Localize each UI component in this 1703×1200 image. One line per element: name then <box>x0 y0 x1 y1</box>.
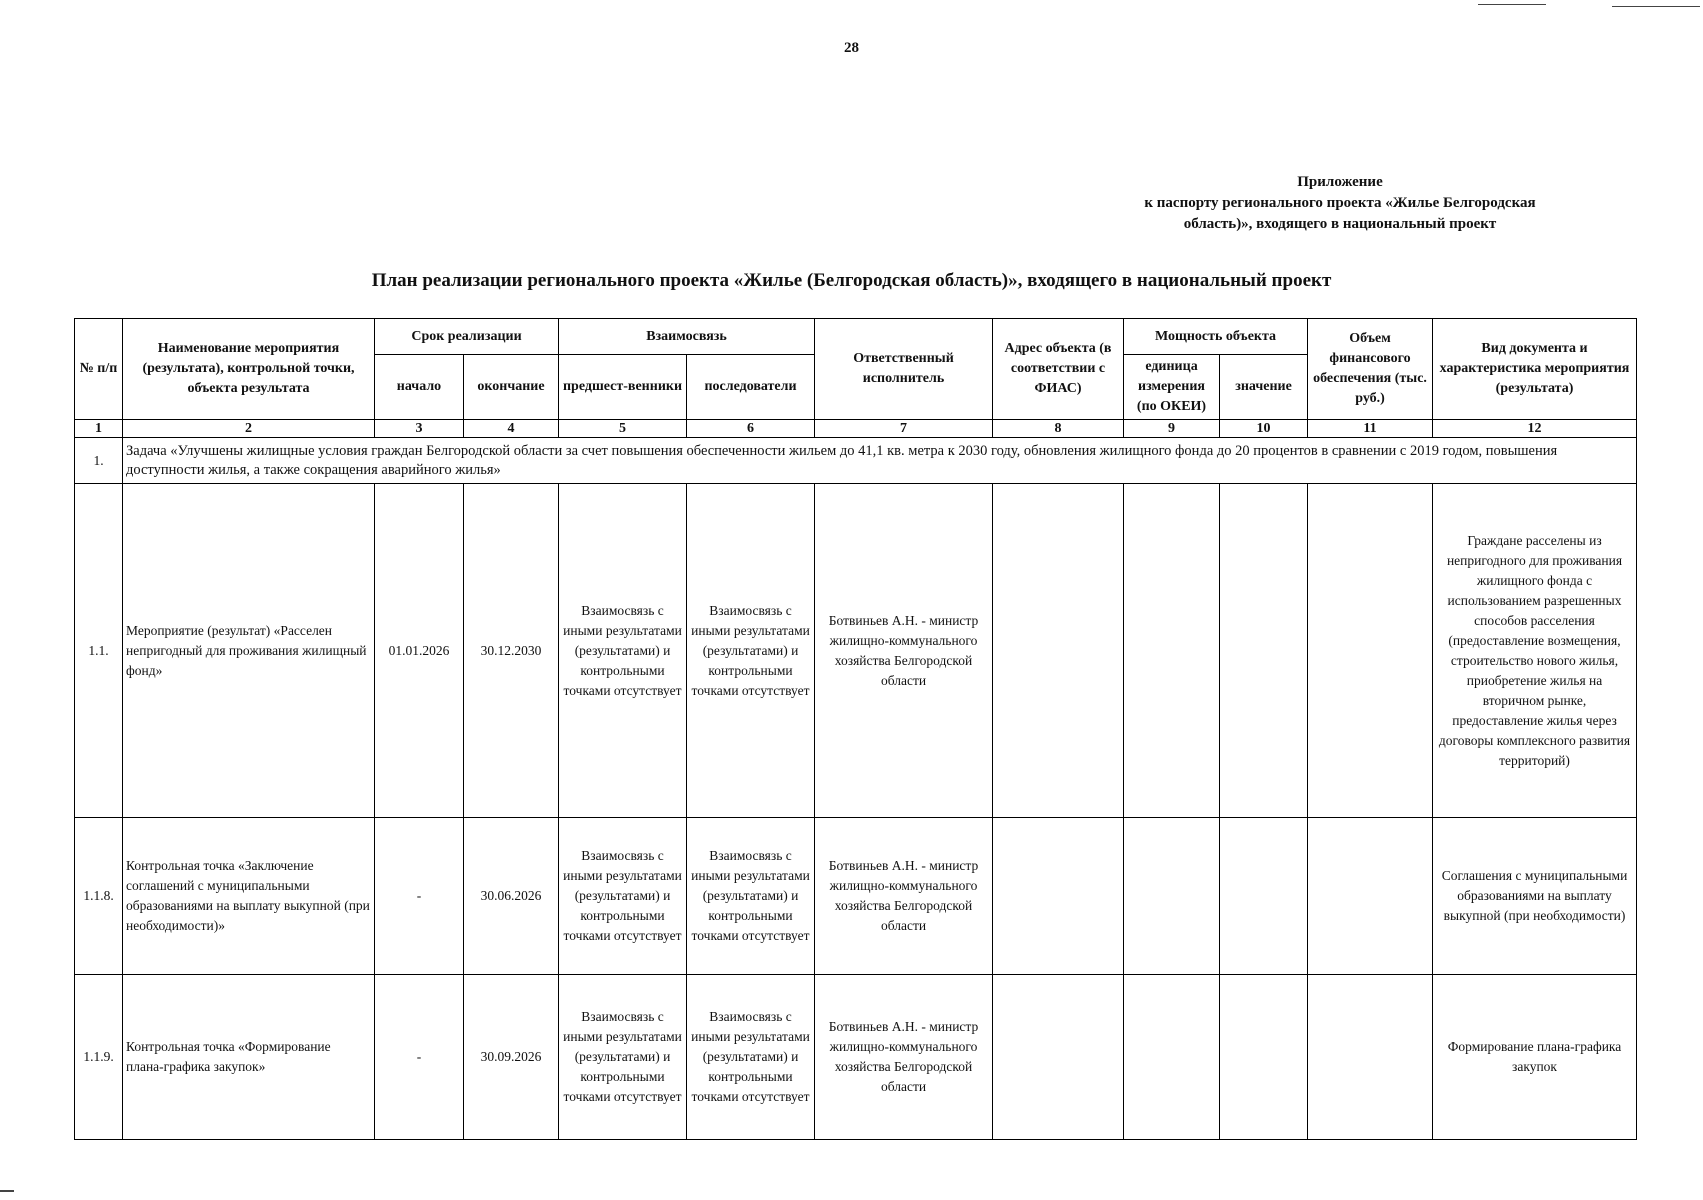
column-number: 1 <box>75 420 123 438</box>
header-num: № п/п <box>75 319 123 420</box>
implementation-plan-table <box>74 318 1637 1140</box>
header-end: окончание <box>464 355 559 420</box>
column-number: 7 <box>815 420 993 438</box>
row-number: 1.1.9. <box>75 975 123 1140</box>
row-value <box>1220 975 1308 1140</box>
row-responsible: Ботвиньев А.Н. - министр жилищно-коммунального хозяйства Белгородской области <box>815 818 993 975</box>
row-unit <box>1124 484 1220 818</box>
row-start: - <box>375 975 464 1140</box>
row-end: 30.09.2026 <box>464 975 559 1140</box>
column-number-row <box>75 420 1637 438</box>
header-predecessors: предшест-венники <box>559 355 687 420</box>
row-name: Мероприятие (результат) «Расселен непригодный для проживания жилищный фонд» <box>123 484 375 818</box>
header-name: Наименование мероприятия (результата), контрольной точки, объекта результата <box>123 319 375 420</box>
header-unit: единица измерения (по ОКЕИ) <box>1124 355 1220 420</box>
scan-artifact-line <box>1478 4 1546 5</box>
row-address <box>993 818 1124 975</box>
row-start: 01.01.2026 <box>375 484 464 818</box>
row-number: 1.1. <box>75 484 123 818</box>
column-number: 12 <box>1433 420 1637 438</box>
column-number: 11 <box>1308 420 1433 438</box>
column-number: 10 <box>1220 420 1308 438</box>
row-name: Контрольная точка «Формирование плана-графика закупок» <box>123 975 375 1140</box>
column-number: 4 <box>464 420 559 438</box>
row-finance <box>1308 818 1433 975</box>
table-row <box>75 484 1637 818</box>
row-predecessors: Взаимосвязь с иными результатами (результатами) и контрольными точками отсутствует <box>559 484 687 818</box>
column-number: 6 <box>687 420 815 438</box>
row-start: - <box>375 818 464 975</box>
scan-artifact-line <box>0 1190 14 1192</box>
header-row-1 <box>75 319 1637 355</box>
row-finance <box>1308 484 1433 818</box>
row-responsible: Ботвиньев А.Н. - министр жилищно-коммунального хозяйства Белгородской области <box>815 484 993 818</box>
row-value <box>1220 818 1308 975</box>
header-start: начало <box>375 355 464 420</box>
plan-title: План реализации регионального проекта «Жилье (Белгородская область)», входящего в национальный проект <box>371 270 1332 291</box>
column-number: 3 <box>375 420 464 438</box>
appendix-line-3: область)», входящего в национальный проект <box>1183 216 1497 232</box>
row-finance <box>1308 975 1433 1140</box>
appendix-note <box>1100 172 1580 235</box>
header-value: значение <box>1220 355 1308 420</box>
header-address: Адрес объекта (в соответствии с ФИАС) <box>993 319 1124 420</box>
row-unit <box>1124 818 1220 975</box>
header-period: Срок реализации <box>375 319 559 355</box>
header-doc: Вид документа и характеристика мероприятия (результата) <box>1433 319 1637 420</box>
row-address <box>993 975 1124 1140</box>
scan-artifact-line <box>1612 6 1700 7</box>
appendix-line-1: Приложение <box>1297 174 1383 190</box>
row-successors: Взаимосвязь с иными результатами (результатами) и контрольными точками отсутствует <box>687 484 815 818</box>
row-end: 30.06.2026 <box>464 818 559 975</box>
row-number: 1.1.8. <box>75 818 123 975</box>
column-number: 9 <box>1124 420 1220 438</box>
header-successors: последователи <box>687 355 815 420</box>
row-address <box>993 484 1124 818</box>
header-capacity: Мощность объекта <box>1124 319 1308 355</box>
row-successors: Взаимосвязь с иными результатами (результатами) и контрольными точками отсутствует <box>687 975 815 1140</box>
header-relation: Взаимосвязь <box>559 319 815 355</box>
row-value <box>1220 484 1308 818</box>
row-name: Контрольная точка «Заключение соглашений с муниципальными образованиями на выплату выкупной (при необходимости)» <box>123 818 375 975</box>
header-responsible: Ответственный исполнитель <box>815 319 993 420</box>
row-unit <box>1124 975 1220 1140</box>
task-number: 1. <box>75 438 123 484</box>
row-doc: Формирование плана-графика закупок <box>1433 975 1637 1140</box>
task-row <box>75 438 1637 484</box>
row-predecessors: Взаимосвязь с иными результатами (результатами) и контрольными точками отсутствует <box>559 975 687 1140</box>
table-row <box>75 975 1637 1140</box>
page-number: 28 <box>844 40 859 56</box>
row-doc: Граждане расселены из непригодного для проживания жилищного фонда с использованием разрешенных способов расселения (предоставление возмещения, строительство нового жилья, приобретение жилья на вторичном рынке, предоставление жилья через договоры комплексного развития территорий) <box>1433 484 1637 818</box>
header-finance: Объем финансового обеспечения (тыс. руб.) <box>1308 319 1433 420</box>
row-successors: Взаимосвязь с иными результатами (результатами) и контрольными точками отсутствует <box>687 818 815 975</box>
row-responsible: Ботвиньев А.Н. - министр жилищно-коммунального хозяйства Белгородской области <box>815 975 993 1140</box>
appendix-line-2: к паспорту регионального проекта «Жилье Белгородская <box>1144 195 1536 211</box>
table-row <box>75 818 1637 975</box>
column-number: 2 <box>123 420 375 438</box>
column-number: 8 <box>993 420 1124 438</box>
row-predecessors: Взаимосвязь с иными результатами (результатами) и контрольными точками отсутствует <box>559 818 687 975</box>
column-number: 5 <box>559 420 687 438</box>
task-text: Задача «Улучшены жилищные условия граждан Белгородской области за счет повышения обеспеченности жильем до 41,1 кв. метра к 2030 году, обновления жилищного фонда до 20 процентов в сравнении с 2019 годом, повышения доступности жилья, а также сокращения аварийного жилья» <box>123 438 1637 484</box>
row-end: 30.12.2030 <box>464 484 559 818</box>
row-doc: Соглашения с муниципальными образованиями на выплату выкупной (при необходимости) <box>1433 818 1637 975</box>
